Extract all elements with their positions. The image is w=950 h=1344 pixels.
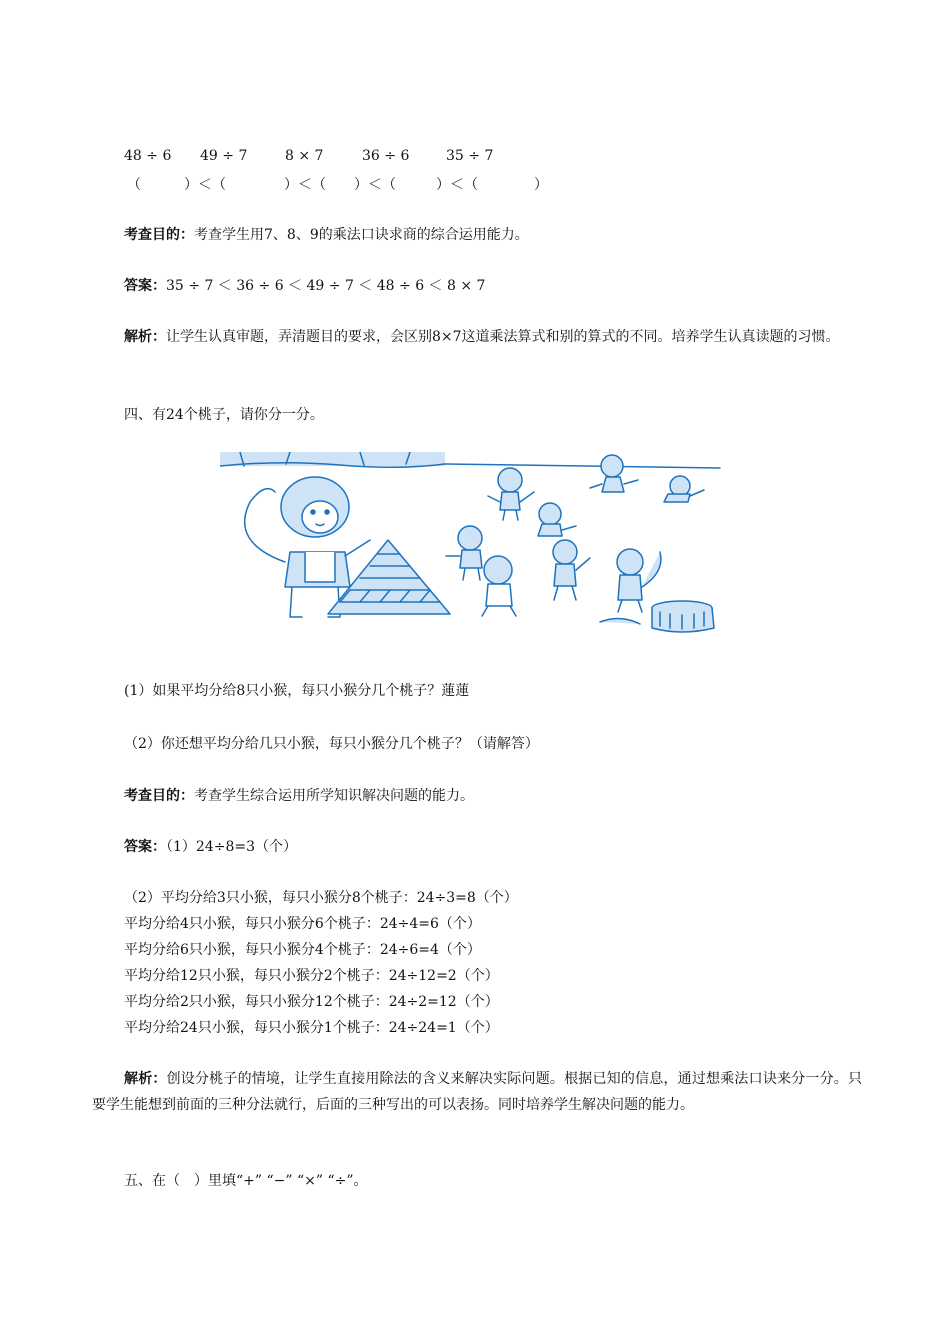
answer-label: 答案：	[124, 839, 166, 855]
expression-3: 8 × 7	[285, 148, 324, 164]
expression-1: 48 ÷ 6	[124, 148, 172, 164]
question-2: （2）你还想平均分给几只小猴，每只小猴分几个桃子？（请解答）	[124, 736, 539, 752]
small-monkey	[590, 455, 638, 492]
answer-label: 答案：	[124, 278, 166, 294]
answer-text: 35 ÷ 7 ＜ 36 ÷ 6 ＜ 49 ÷ 7 ＜ 48 ÷ 6 ＜ 8 × 7	[166, 278, 486, 294]
expression-2: 49 ÷ 7	[200, 148, 248, 164]
purpose-text: 考查学生用7、8、9的乘法口诀求商的综合运用能力。	[194, 227, 529, 243]
purpose-label: 考查目的：	[124, 788, 194, 804]
answer-line-item: 平均分给6只小猴，每只小猴分4个桃子：24÷6=4（个）	[124, 942, 481, 958]
small-monkey	[488, 468, 534, 520]
answer-line	[124, 277, 485, 295]
small-monkey	[482, 556, 516, 616]
expression-5: 35 ÷ 7	[446, 148, 494, 164]
answer-line-item: 平均分给12只小猴，每只小猴分2个桃子：24÷12=2（个）	[124, 968, 499, 984]
analysis-paragraph	[92, 324, 862, 350]
purpose-line-4	[124, 787, 474, 805]
analysis-label: 解析：	[124, 1071, 167, 1087]
expression-4: 36 ÷ 6	[362, 148, 410, 164]
answer-line-item: （2）平均分给3只小猴，每只小猴分8个桃子：24÷3=8（个）	[124, 890, 518, 906]
purpose-line	[124, 226, 529, 244]
purpose-label: 考查目的：	[124, 227, 194, 243]
small-monkey	[446, 526, 482, 580]
blank-paren: ）＜（	[354, 177, 396, 193]
answer-line-item: 平均分给4只小猴，每只小猴分6个桃子：24÷4=6（个）	[124, 916, 481, 932]
blank-paren: ）	[534, 177, 548, 193]
analysis-text: 创设分桃子的情境，让学生直接用除法的含义来解决实际问题。根据已知的信息，通过想乘法口诀来分一分。只要学生能想到前面的三种分法就行，后面的三种写出的可以表扬。同时培养学生解决问题的能力。	[92, 1071, 863, 1113]
question-1: (1）如果平均分给8只小猴，每只小猴分几个桃子？蓮蓮	[124, 683, 470, 699]
small-monkey	[553, 540, 590, 600]
problem-4-title: 四、有24个桃子，请你分一分。	[124, 407, 324, 423]
tree-stump	[652, 601, 714, 632]
blank-paren: ）＜（	[184, 177, 226, 193]
answer-line-4	[124, 838, 297, 856]
answer-text: （1）24÷8=3（个）	[166, 839, 297, 855]
purpose-text: 考查学生综合运用所学知识解决问题的能力。	[194, 788, 474, 804]
small-monkey	[664, 476, 704, 502]
problem-5-title: 五、在（ ）里填“+” “−” “×” “÷”。	[124, 1173, 368, 1189]
small-monkey	[617, 549, 661, 612]
answer-line-item: 平均分给24只小猴，每只小猴分1个桃子：24÷24=1（个）	[124, 1020, 499, 1036]
monkeys-peaches-illustration	[220, 452, 726, 634]
blank-paren: （	[127, 177, 141, 193]
analysis-text: 让学生认真审题，弄清题目的要求，会区别8×7这道乘法算式和别的算式的不同。培养学生认真读题的习惯。	[166, 329, 840, 345]
answer-line-item: 平均分给2只小猴，每只小猴分12个桃子：24÷2=12（个）	[124, 994, 499, 1010]
analysis-label: 解析：	[124, 329, 166, 345]
small-monkey	[538, 503, 576, 536]
analysis-paragraph-4	[92, 1066, 862, 1118]
blank-paren: ）＜（	[436, 177, 478, 193]
blank-paren: ）＜（	[284, 177, 326, 193]
